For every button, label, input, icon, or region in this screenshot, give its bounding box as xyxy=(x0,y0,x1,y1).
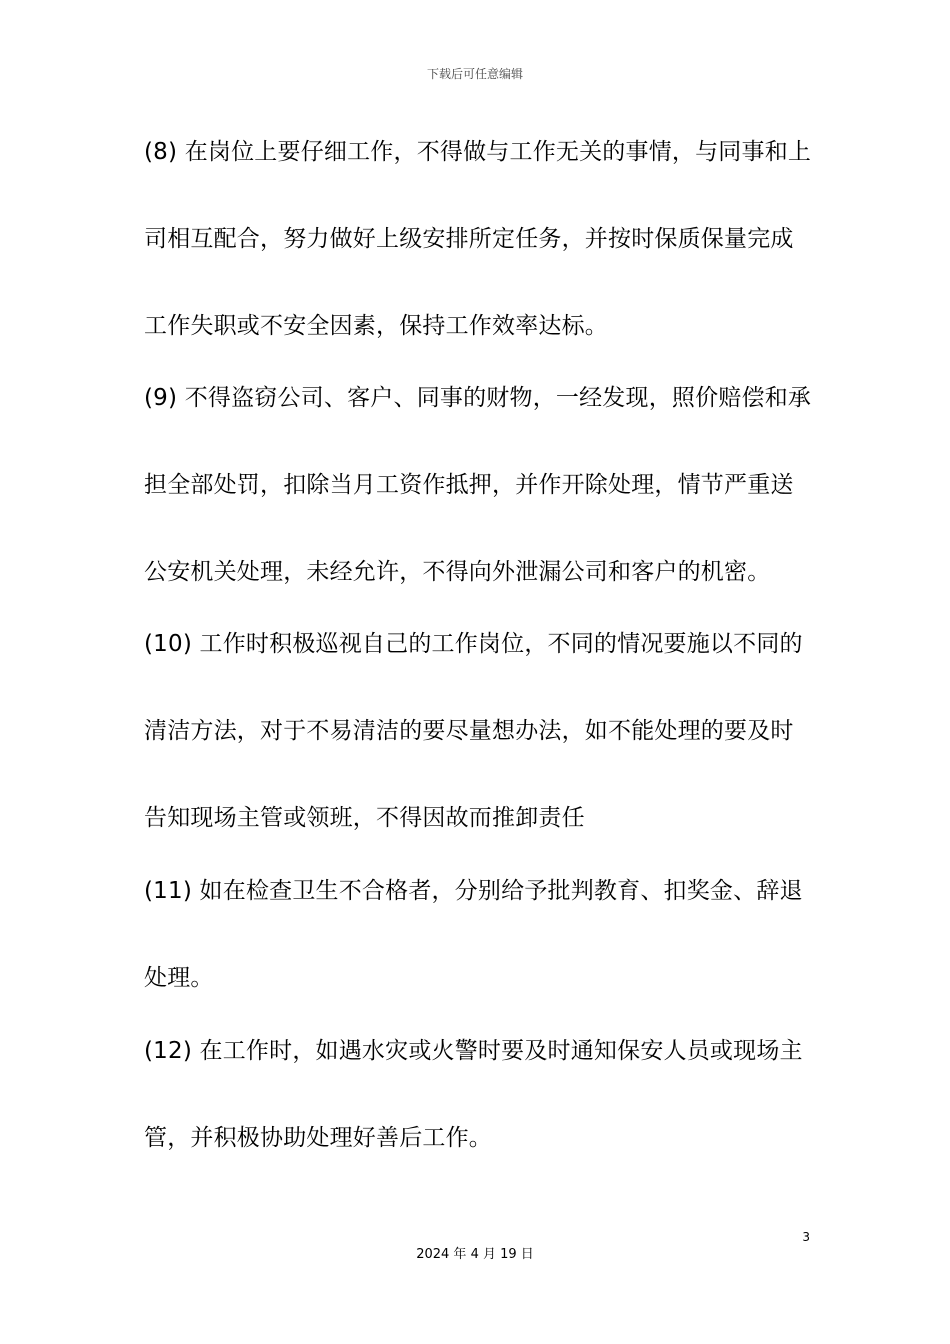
page-number: 3 xyxy=(802,1230,810,1244)
paragraph-11-line-2: 处理。 xyxy=(144,965,214,991)
paragraph-12-line-1: (12) 在工作时，如遇水灾或火警时要及时通知保安人员或现场主 xyxy=(144,1038,803,1064)
paragraph-8-line-3: 工作失职或不安全因素，保持工作效率达标。 xyxy=(144,313,608,339)
paragraph-9-line-1: (9) 不得盗窃公司、客户、同事的财物，一经发现，照价赔偿和承 xyxy=(144,385,812,411)
paragraph-9-line-2: 担全部处罚，扣除当月工资作抵押，并作开除处理，情节严重送 xyxy=(144,472,794,498)
paragraph-10-line-3: 告知现场主管或领班，不得因故而推卸责任 xyxy=(144,805,585,831)
page-header: 下载后可任意编辑 xyxy=(426,67,523,81)
paragraph-10-line-1: (10) 工作时积极巡视自己的工作岗位，不同的情况要施以不同的 xyxy=(144,631,803,657)
paragraph-10-line-2: 清洁方法，对于不易清洁的要尽量想办法，如不能处理的要及时 xyxy=(144,718,794,744)
paragraph-12-line-2: 管，并积极协助处理好善后工作。 xyxy=(144,1125,492,1151)
paragraph-11-line-1: (11) 如在检查卫生不合格者，分别给予批判教育、扣奖金、辞退 xyxy=(144,878,803,904)
paragraph-8-line-2: 司相互配合，努力做好上级安排所定任务，并按时保质保量完成 xyxy=(144,226,794,252)
paragraph-8-line-1: (8) 在岗位上要仔细工作，不得做与工作无关的事情，与同事和上 xyxy=(144,139,812,165)
footer-date: 2024 年 4 月 19 日 xyxy=(416,1247,534,1262)
paragraph-9-line-3: 公安机关处理，未经允许，不得向外泄漏公司和客户的机密。 xyxy=(144,559,771,585)
